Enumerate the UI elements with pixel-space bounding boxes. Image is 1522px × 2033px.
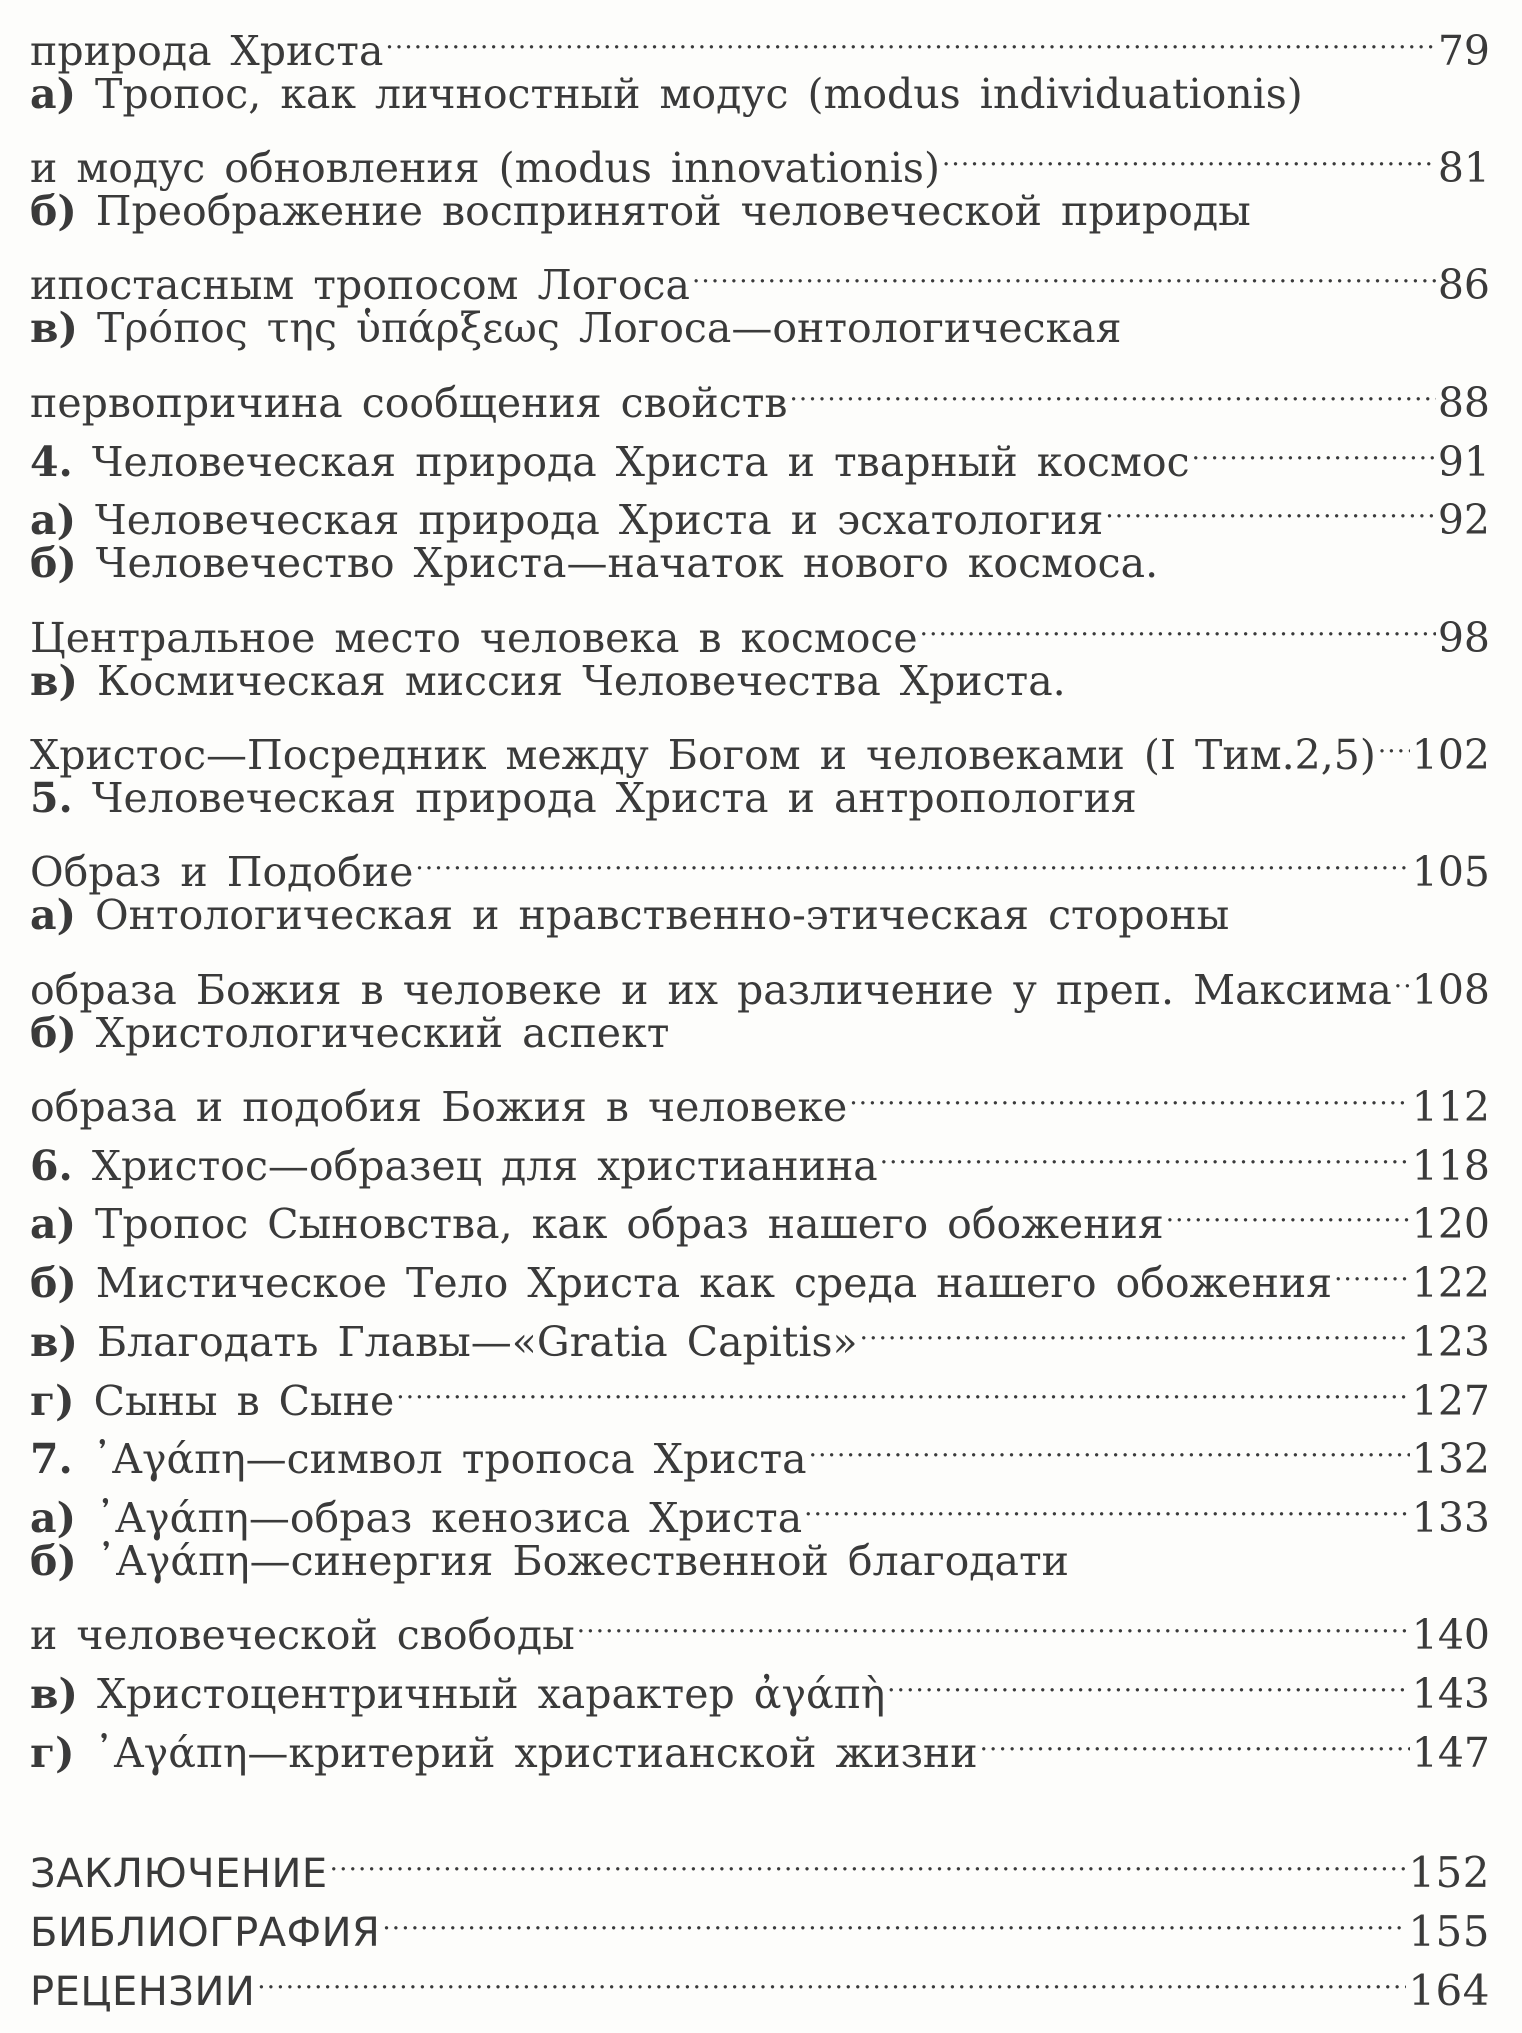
page-number: 122 — [1411, 1259, 1490, 1308]
toc-entry-title: Христос—образец для христианина — [91, 1141, 878, 1190]
toc-entry-title: первопричина сообщения свойств — [30, 378, 788, 427]
dot-leader — [1394, 945, 1410, 1004]
toc-entry-title: Сыны в Сыне — [93, 1376, 395, 1425]
table-of-contents — [30, 6, 1490, 2015]
toc-entry-title: и модус обновления (modus innovationis) — [30, 144, 940, 193]
toc-line[interactable] — [30, 710, 1490, 779]
dot-leader — [1105, 476, 1435, 535]
toc-entry-title: ᾿Αγάπη—синергия Божественной благодати — [95, 1536, 1069, 1585]
toc-line[interactable] — [30, 1062, 1490, 1132]
toc-line[interactable] — [30, 945, 1490, 1014]
toc-entry-marker: б) — [30, 187, 77, 236]
dot-leader — [385, 6, 1435, 65]
toc-entry-title: Христос—Посредник между Богом и человеками (I Тим.2,5) — [30, 730, 1376, 779]
toc-line[interactable] — [30, 652, 1490, 711]
dot-leader — [577, 1591, 1410, 1650]
toc-entry-title: ᾿Αγάπη—символ тропоса Христа — [91, 1435, 807, 1484]
page-number: 92 — [1437, 496, 1490, 545]
page-number: 152 — [1408, 1848, 1490, 1898]
dot-leader — [849, 1062, 1409, 1121]
toc-entry-marker: б) — [30, 539, 77, 588]
toc-entry-marker: 5. — [30, 773, 73, 822]
back-matter-title: ЗАКЛЮЧЕНИЕ — [30, 1851, 328, 1898]
toc-entry-marker: г) — [30, 1376, 75, 1425]
page-number: 105 — [1411, 848, 1490, 897]
dot-leader — [809, 1415, 1410, 1474]
toc-entry-marker: а) — [30, 69, 76, 118]
dot-leader — [887, 1649, 1410, 1708]
toc-entry-title: Образ и Подобие — [30, 848, 414, 897]
dot-leader — [880, 1121, 1410, 1180]
toc-entry-title: Человеческая природа Христа и тварный космос — [91, 437, 1190, 486]
page-number: 98 — [1437, 613, 1490, 662]
toc-entry-title: Человеческая природа Христа и эсхатология — [95, 496, 1104, 545]
toc-entry — [30, 1532, 1490, 1660]
page-number: 86 — [1437, 261, 1490, 310]
toc-entry-marker: б) — [30, 1008, 77, 1057]
toc-entry-title: Тропос Сыновства, как образ нашего обожения — [95, 1200, 1164, 1249]
dot-leader — [1166, 1180, 1410, 1239]
toc-line[interactable] — [30, 123, 1490, 193]
toc-entry-marker: в) — [30, 304, 78, 353]
toc-line[interactable] — [30, 534, 1490, 593]
page-number: 79 — [1437, 26, 1490, 75]
toc-entry-title: Христоцентричный характер ἀγάπὴ — [96, 1669, 886, 1718]
toc-entry-title: Космическая миссия Человечества Христа. — [96, 656, 1066, 705]
toc-entry-marker: а) — [30, 1200, 76, 1249]
toc-line[interactable] — [30, 1532, 1490, 1591]
toc-entry-marker: б) — [30, 1259, 77, 1308]
page-number: 91 — [1437, 437, 1490, 486]
toc-line[interactable] — [30, 6, 1490, 75]
toc-entry-title: образа и подобия Божия в человеке — [30, 1083, 848, 1132]
toc-entry-title: и человеческой свободы — [30, 1611, 575, 1660]
toc-line[interactable] — [30, 182, 1490, 241]
page-number: 81 — [1437, 144, 1490, 193]
dot-leader — [692, 241, 1436, 300]
toc-line[interactable] — [30, 299, 1490, 358]
toc-entry-title: природа Христа — [30, 26, 384, 75]
toc-entry — [30, 65, 1490, 193]
toc-entry-marker: б) — [30, 1536, 77, 1585]
toc-line[interactable] — [30, 65, 1490, 124]
back-matter-list — [30, 1829, 1490, 2015]
toc-line[interactable] — [30, 1591, 1490, 1660]
toc-entry-marker: а) — [30, 891, 76, 940]
back-matter-title: БИБЛИОГРАФИЯ — [30, 1910, 381, 1956]
toc-entry-marker: 4. — [30, 437, 73, 486]
toc-entry-title: Мистическое Тело Христа как среда нашего обожения — [95, 1259, 1333, 1308]
toc-line[interactable] — [30, 828, 1490, 897]
toc-list — [30, 6, 1490, 1777]
toc-entry-title: Τρόπος της ὑπάρξεως Логоса—онтологическая — [96, 304, 1122, 353]
dot-leader — [1334, 1238, 1410, 1297]
toc-entry-title: Благодать Главы—«Gratia Capitis» — [96, 1317, 858, 1366]
toc-entry-title: образа Божия в человеке и их различение у преп. Максима — [30, 965, 1392, 1014]
toc-entry-marker: 6. — [30, 1141, 73, 1190]
page-number: 120 — [1411, 1200, 1490, 1249]
toc-entry — [30, 886, 1490, 1014]
page-number: 123 — [1411, 1317, 1490, 1366]
page-number: 118 — [1411, 1141, 1490, 1190]
toc-entry-title: Центральное место человека в космосе — [30, 613, 918, 662]
back-matter-title: РЕЦЕНЗИИ — [30, 1968, 256, 2015]
toc-entry — [30, 6, 1490, 75]
page-number: 127 — [1411, 1376, 1490, 1425]
page-number: 164 — [1408, 1965, 1490, 2015]
toc-entry-marker: а) — [30, 1493, 76, 1542]
toc-entry-title: ᾿Αγάπη—критерий христианской жизни — [93, 1728, 978, 1777]
toc-entry — [30, 1004, 1490, 1132]
page-number: 155 — [1408, 1907, 1490, 1956]
page-number: 133 — [1411, 1493, 1490, 1542]
page-number: 132 — [1411, 1435, 1490, 1484]
toc-entry-marker: в) — [30, 1317, 78, 1366]
toc-entry-title: Тропос, как личностный модус (modus individuationis) — [95, 69, 1303, 118]
toc-line[interactable] — [30, 241, 1490, 310]
dot-leader — [942, 123, 1436, 182]
dot-leader — [1378, 710, 1410, 769]
toc-entry — [30, 769, 1490, 897]
toc-entry-marker: в) — [30, 656, 78, 705]
dot-leader — [920, 593, 1436, 652]
toc-line[interactable] — [30, 886, 1490, 945]
toc-entry-marker: а) — [30, 496, 76, 545]
toc-entry-marker: в) — [30, 1669, 78, 1718]
toc-entry-marker: г) — [30, 1728, 75, 1777]
dot-leader — [980, 1708, 1410, 1767]
dot-leader — [382, 1887, 1406, 1946]
page-number: 88 — [1437, 378, 1490, 427]
dot-leader — [804, 1473, 1410, 1532]
dot-leader — [396, 1356, 1409, 1415]
toc-entry-title: ипостасным тропосом Логоса — [30, 261, 690, 310]
toc-entry — [30, 534, 1490, 662]
page-number: 102 — [1411, 730, 1490, 779]
dot-leader — [415, 828, 1409, 887]
page-number: 108 — [1411, 965, 1490, 1014]
dot-leader — [1192, 417, 1436, 476]
dot-leader — [257, 1946, 1406, 2005]
toc-line[interactable] — [30, 593, 1490, 662]
dot-leader — [860, 1297, 1410, 1356]
back-matter-entry[interactable] — [30, 1829, 1490, 1898]
dot-leader — [330, 1829, 1407, 1888]
toc-entry — [30, 182, 1490, 310]
toc-entry — [30, 652, 1490, 779]
toc-entry-title: Преображение воспринятой человеческой природы — [95, 187, 1251, 236]
toc-entry-title: Онтологическая и нравственно-этическая стороны — [95, 891, 1230, 940]
dot-leader — [789, 358, 1435, 417]
toc-entry-marker: 7. — [30, 1435, 73, 1484]
page-number: 140 — [1411, 1611, 1490, 1660]
page-number: 147 — [1411, 1728, 1490, 1777]
page-number: 112 — [1411, 1083, 1490, 1132]
toc-entry — [30, 299, 1490, 427]
toc-entry-title: Христологический аспект — [95, 1008, 670, 1057]
toc-entry-title: Человеческая природа Христа и антропология — [91, 773, 1137, 822]
page-number: 143 — [1411, 1669, 1490, 1718]
toc-entry-title: Человечество Христа—начаток нового космоса. — [95, 539, 1159, 588]
toc-entry-title: ᾿Αγάπη—образ кенозиса Христа — [95, 1493, 803, 1542]
toc-line[interactable] — [30, 358, 1490, 427]
